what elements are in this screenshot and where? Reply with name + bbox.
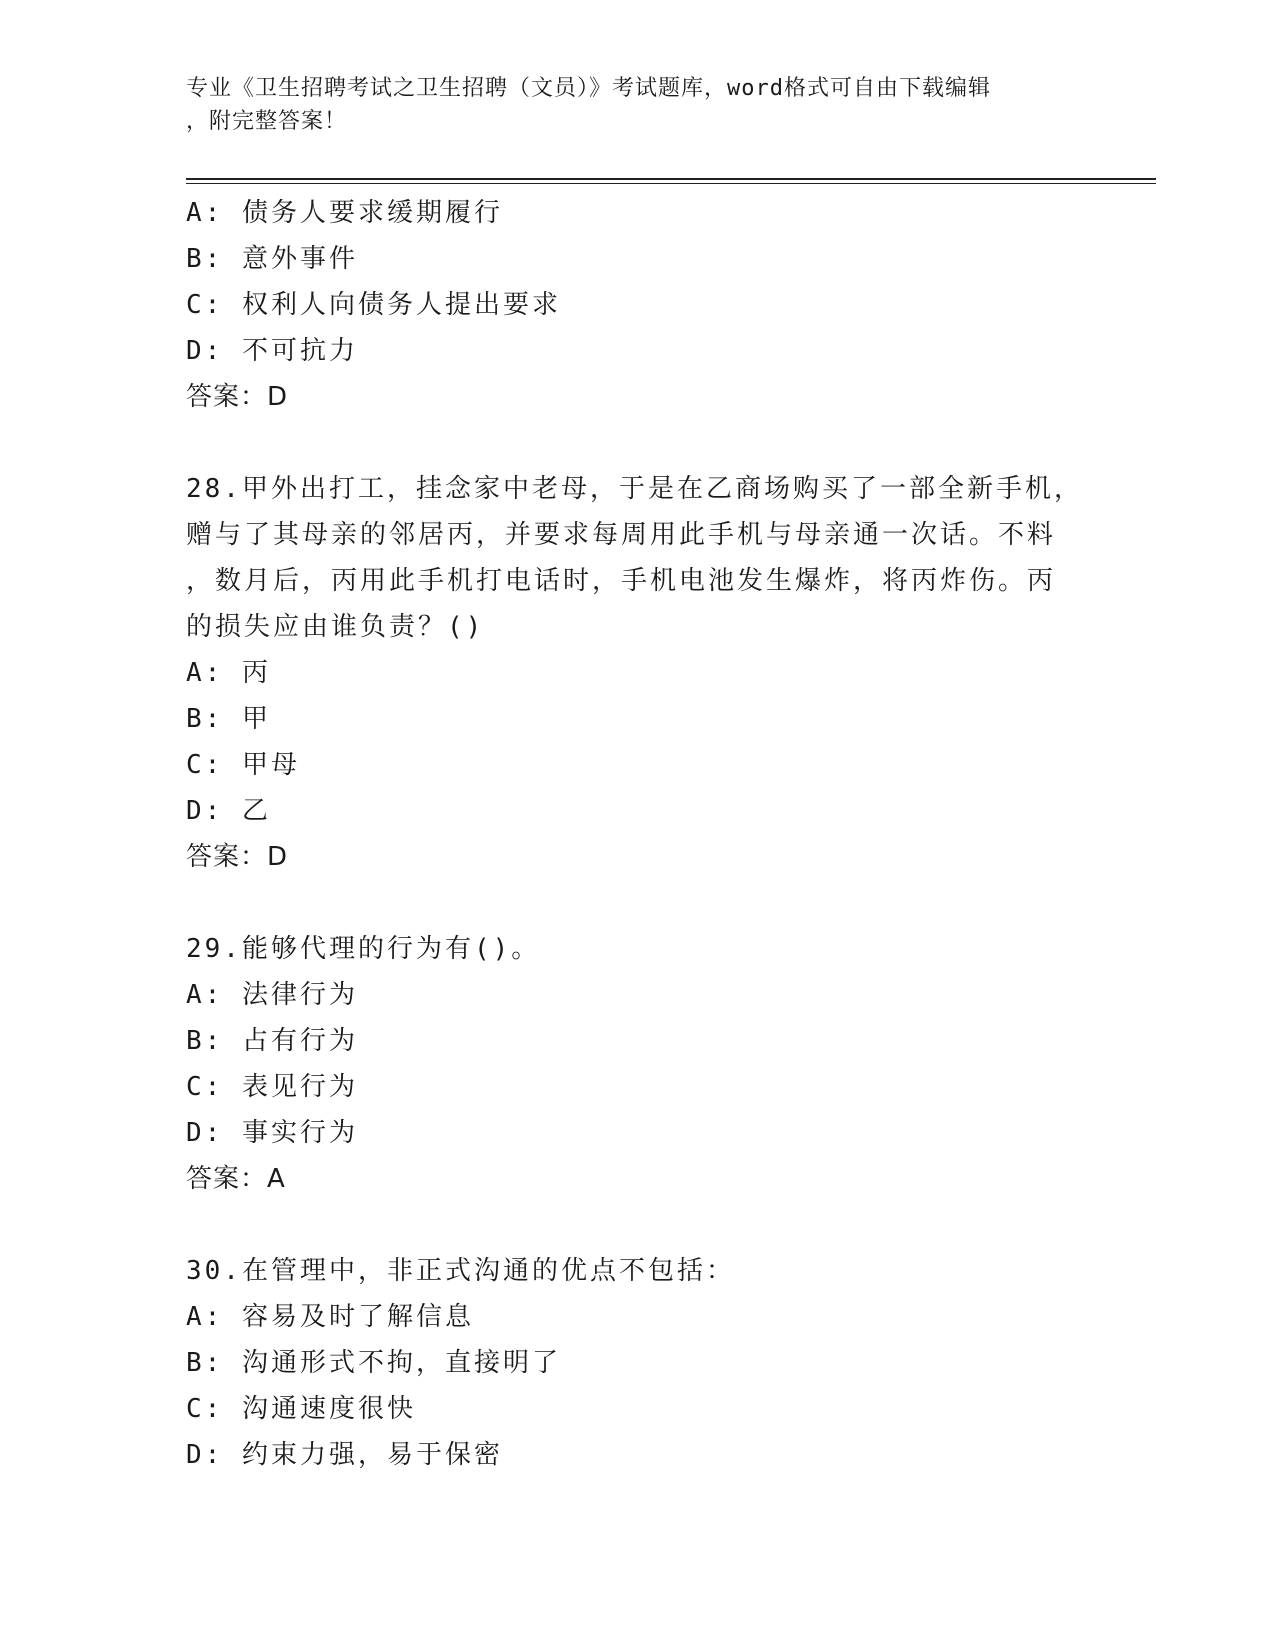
q29-option-c: C: 表见行为	[186, 1072, 358, 1102]
header-divider-thick	[186, 178, 1156, 180]
question-list	[186, 190, 1086, 1478]
q29-option-b: B: 占有行为	[186, 1026, 358, 1056]
q28-option-b: B: 甲	[186, 704, 271, 734]
q30-option-b: B: 沟通形式不拘，直接明了	[186, 1348, 561, 1378]
q29-answer: 答案：A	[186, 1164, 286, 1194]
q29-stem-line-1: 29.能够代理的行为有()。	[186, 934, 541, 964]
q28-option-a: A: 丙	[186, 658, 271, 688]
q28-answer: 答案：D	[186, 842, 289, 872]
q28-stem-line-2: 赠与了其母亲的邻居丙，并要求每周用此手机与母亲通一次话。不料	[186, 520, 1057, 550]
spacer	[186, 1202, 1086, 1248]
question-28	[186, 466, 1086, 880]
q28-option-c: C: 甲母	[186, 750, 300, 780]
q30-option-a: A: 容易及时了解信息	[186, 1302, 474, 1332]
q28-option-d: D: 乙	[186, 796, 271, 826]
header-divider-thin	[186, 183, 1156, 184]
q27-option-c: C: 权利人向债务人提出要求	[186, 290, 561, 320]
question-29	[186, 926, 1086, 1202]
q27-option-b: B: 意外事件	[186, 244, 358, 274]
q27-option-d: D: 不可抗力	[186, 336, 358, 366]
q30-stem-line-1: 30.在管理中，非正式沟通的优点不包括：	[186, 1256, 735, 1286]
q29-option-a: A: 法律行为	[186, 980, 358, 1010]
q29-option-d: D: 事实行为	[186, 1118, 358, 1148]
spacer	[186, 420, 1086, 466]
header-line-1: 专业《卫生招聘考试之卫生招聘（文员）》考试题库，word格式可自由下载编辑	[186, 76, 991, 101]
q28-stem-line-3: ，数月后，丙用此手机打电话时，手机电池发生爆炸，将丙炸伤。丙	[186, 566, 1057, 596]
q27-answer: 答案：D	[186, 382, 289, 412]
spacer	[186, 880, 1086, 926]
header-line-2: ，附完整答案！	[186, 109, 348, 134]
q28-stem-line-4: 的损失应由谁负责？()	[186, 612, 485, 642]
q27-option-a: A: 债务人要求缓期履行	[186, 198, 503, 228]
question-27	[186, 190, 1086, 420]
q28-stem-line-1: 28.甲外出打工，挂念家中老母，于是在乙商场购买了一部全新手机，	[186, 474, 1083, 504]
document-header	[186, 72, 1086, 138]
q30-option-c: C: 沟通速度很快	[186, 1394, 416, 1424]
q30-option-d: D: 约束力强，易于保密	[186, 1440, 503, 1470]
question-30	[186, 1248, 1086, 1478]
